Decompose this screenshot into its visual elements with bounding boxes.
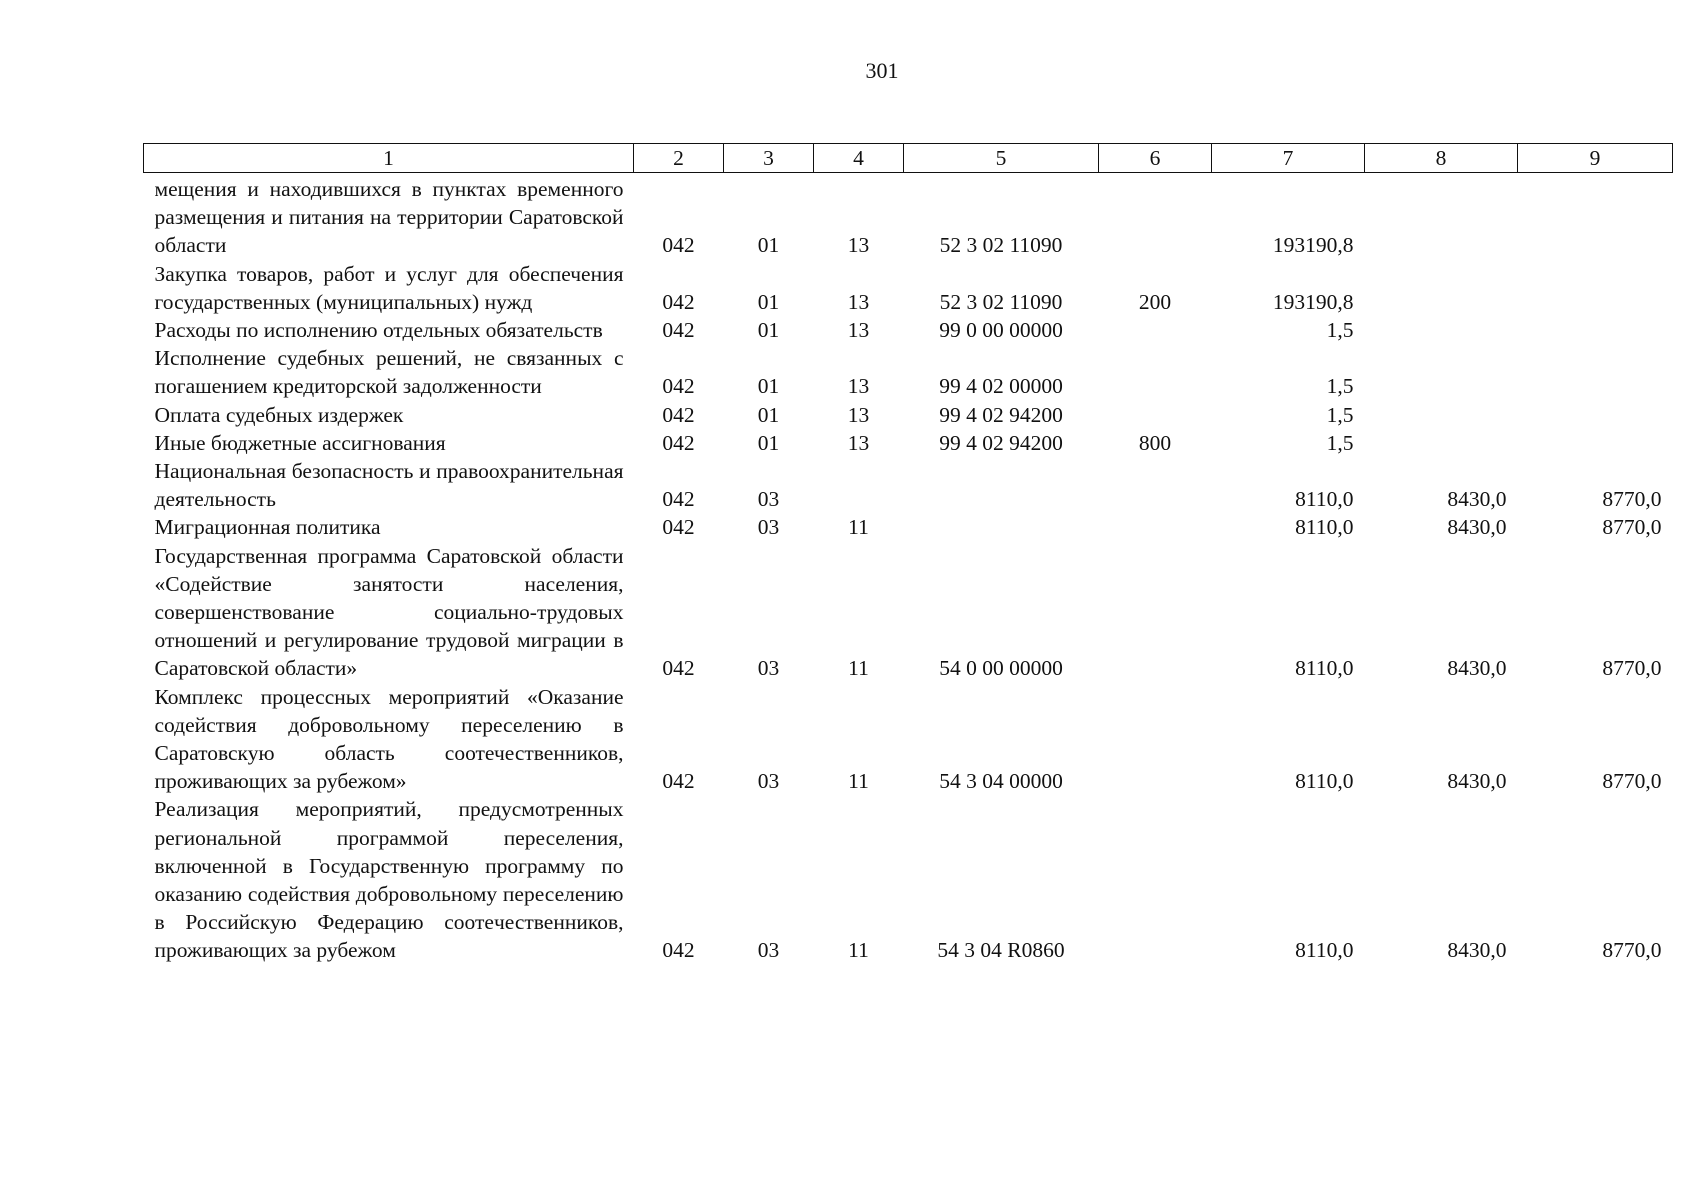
column-header: 2 (634, 144, 724, 173)
cell-amount-col9 (1518, 173, 1673, 260)
cell-ministry-code: 042 (662, 515, 695, 540)
table-row (144, 513, 1673, 541)
cell-subsection: 13 (847, 402, 870, 427)
column-header: 1 (144, 144, 634, 173)
cell-ministry-code: 042 (662, 289, 695, 314)
cell-expense-type (1099, 542, 1212, 683)
cell-amount-col8: 8430,0 (1447, 515, 1507, 540)
cell-amount-col8 (1365, 344, 1518, 400)
table-row (144, 795, 1673, 964)
cell-amount-col8: 8430,0 (1447, 656, 1507, 681)
cell-target-article: 54 3 04 R0860 (937, 938, 1065, 963)
cell-amount-col8 (1365, 316, 1518, 344)
table-row (144, 401, 1673, 429)
cell-target-article: 52 3 02 11090 (939, 289, 1063, 314)
table-row (144, 429, 1673, 457)
cell-amount-col9 (1518, 316, 1673, 344)
cell-amount-col9 (1518, 344, 1673, 400)
cell-subsection: 13 (847, 430, 870, 455)
table-row (144, 344, 1673, 400)
cell-expense-type (1099, 401, 1212, 429)
cell-subsection: 11 (848, 515, 869, 540)
cell-amount-col8: 8430,0 (1447, 938, 1507, 963)
cell-target-article: 99 4 02 94200 (939, 402, 1063, 427)
cell-subsection: 13 (847, 233, 870, 258)
cell-section: 03 (757, 938, 780, 963)
row-description: Расходы по исполнению отдельных обязательств (154, 318, 603, 343)
cell-amount-col7: 8110,0 (1295, 487, 1354, 512)
cell-target-article: 99 4 02 94200 (939, 430, 1063, 455)
row-description: Национальная безопасность и правоохранительная деятельность (154, 459, 624, 512)
cell-amount-col9: 8770,0 (1602, 515, 1662, 540)
cell-amount-col7: 193190,8 (1272, 289, 1354, 314)
row-description: Оплата судебных издержек (154, 402, 404, 427)
cell-ministry-code: 042 (662, 769, 695, 794)
cell-ministry-code: 042 (662, 656, 695, 681)
table-header-row (144, 144, 1673, 173)
cell-amount-col7: 1,5 (1326, 402, 1354, 427)
column-header: 3 (724, 144, 814, 173)
cell-expense-type (1099, 173, 1212, 260)
cell-expense-type (1099, 344, 1212, 400)
cell-amount-col9: 8770,0 (1602, 487, 1662, 512)
cell-subsection: 11 (848, 938, 869, 963)
cell-amount-col7: 193190,8 (1272, 233, 1354, 258)
cell-amount-col7: 1,5 (1326, 430, 1354, 455)
cell-section: 01 (757, 374, 780, 399)
table-row (144, 542, 1673, 683)
cell-target-article: 54 0 00 00000 (939, 656, 1063, 681)
cell-section: 03 (757, 769, 780, 794)
cell-amount-col8 (1365, 429, 1518, 457)
cell-section: 01 (757, 430, 780, 455)
cell-target-article: 52 3 02 11090 (939, 233, 1063, 258)
column-header: 9 (1518, 144, 1673, 173)
cell-ministry-code: 042 (662, 374, 695, 399)
row-description: Государственная программа Саратовской области «Содействие занятости населения, совершенствование социально-трудовых отношений и регулирование трудовой миграции в Саратовской области» (154, 543, 624, 681)
cell-amount-col7: 1,5 (1326, 374, 1354, 399)
cell-section: 03 (757, 487, 780, 512)
table-row (144, 173, 1673, 260)
column-header: 4 (814, 144, 904, 173)
cell-amount-col8 (1365, 260, 1518, 316)
cell-ministry-code: 042 (662, 233, 695, 258)
cell-subsection: 11 (848, 656, 869, 681)
row-description: Комплекс процессных мероприятий «Оказание содействия добровольному переселению в Саратовскую область соотечественников, проживающих за рубежом» (154, 684, 624, 794)
cell-target-article: 99 0 00 00000 (939, 318, 1063, 343)
column-header: 8 (1365, 144, 1518, 173)
cell-expense-type: 200 (1138, 289, 1172, 314)
cell-expense-type (1099, 683, 1212, 796)
cell-ministry-code: 042 (662, 487, 695, 512)
row-description: Исполнение судебных решений, не связанных с погашением кредиторской задолженности (154, 346, 624, 399)
cell-amount-col8: 8430,0 (1447, 487, 1507, 512)
cell-expense-type (1099, 795, 1212, 964)
cell-amount-col7: 8110,0 (1295, 515, 1354, 540)
cell-amount-col7: 1,5 (1326, 318, 1354, 343)
cell-subsection: 13 (847, 318, 870, 343)
cell-amount-col8 (1365, 173, 1518, 260)
cell-subsection (814, 457, 904, 513)
page-number: 301 (865, 58, 899, 83)
cell-amount-col8 (1365, 401, 1518, 429)
row-description: Закупка товаров, работ и услуг для обеспечения государственных (муниципальных) нужд (154, 261, 624, 314)
table-row (144, 260, 1673, 316)
row-description: Миграционная политика (154, 515, 381, 540)
column-header: 5 (904, 144, 1099, 173)
cell-ministry-code: 042 (662, 938, 695, 963)
cell-subsection: 11 (848, 769, 869, 794)
row-description: Реализация мероприятий, предусмотренных региональной программой переселения, включенной в Государственную программу по оказанию содействия добровольному переселению в Российскую Федерацию соотeчественников, проживающих за рубежом (154, 797, 624, 963)
budget-table (143, 143, 1673, 965)
cell-amount-col7: 8110,0 (1295, 769, 1354, 794)
cell-expense-type: 800 (1138, 430, 1172, 455)
cell-target-article (904, 457, 1099, 513)
cell-section: 01 (757, 289, 780, 314)
cell-subsection: 13 (847, 374, 870, 399)
cell-expense-type (1099, 316, 1212, 344)
cell-amount-col9 (1518, 401, 1673, 429)
cell-amount-col8: 8430,0 (1447, 769, 1507, 794)
cell-ministry-code: 042 (662, 402, 695, 427)
cell-amount-col9 (1518, 260, 1673, 316)
cell-expense-type (1099, 457, 1212, 513)
cell-section: 01 (757, 402, 780, 427)
cell-amount-col7: 8110,0 (1295, 656, 1354, 681)
column-header: 7 (1212, 144, 1365, 173)
cell-expense-type (1099, 513, 1212, 541)
column-header: 6 (1099, 144, 1212, 173)
cell-section: 03 (757, 656, 780, 681)
row-description: Иные бюджетные ассигнования (154, 430, 446, 455)
cell-subsection: 13 (847, 289, 870, 314)
cell-target-article: 54 3 04 00000 (939, 769, 1063, 794)
table-row (144, 457, 1673, 513)
cell-target-article (904, 513, 1099, 541)
cell-section: 01 (757, 233, 780, 258)
cell-amount-col9: 8770,0 (1602, 938, 1662, 963)
cell-section: 03 (757, 515, 780, 540)
cell-section: 01 (757, 318, 780, 343)
table-row (144, 316, 1673, 344)
cell-amount-col9: 8770,0 (1602, 769, 1662, 794)
cell-ministry-code: 042 (662, 430, 695, 455)
cell-amount-col9: 8770,0 (1602, 656, 1662, 681)
cell-amount-col7: 8110,0 (1295, 938, 1354, 963)
row-description: мещения и находившихся в пунктах временного размещения и питания на территории Саратовской области (154, 177, 624, 258)
cell-amount-col9 (1518, 429, 1673, 457)
table-row (144, 683, 1673, 796)
cell-ministry-code: 042 (662, 318, 695, 343)
cell-target-article: 99 4 02 00000 (939, 374, 1063, 399)
